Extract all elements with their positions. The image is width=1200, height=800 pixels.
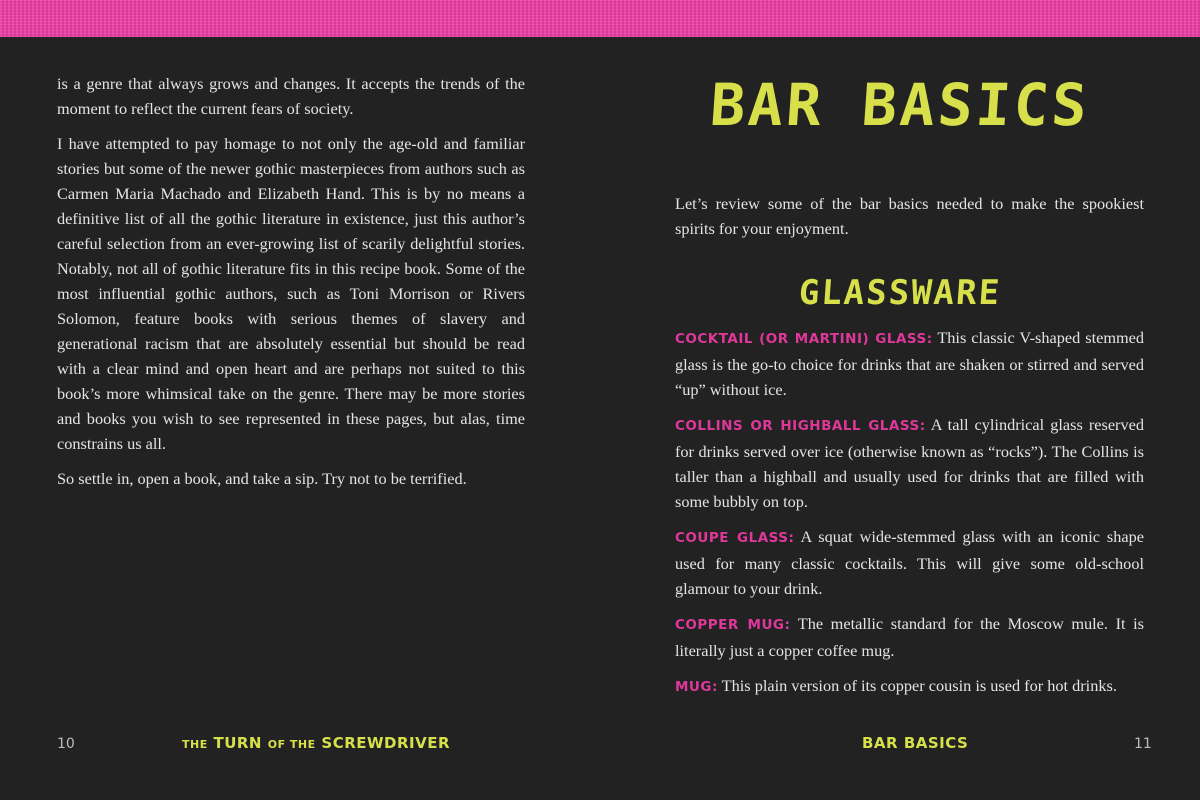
entry-text: A tall cylindrical glass reserved for drinks served over ice (otherwise known as “rocks”). The Collins is taller than a highball and usually used for drinks that are filled with some bubbly on top. <box>675 415 1144 511</box>
running-head-left <box>182 734 450 752</box>
top-color-band <box>0 0 1200 37</box>
running-head-of-the: OF THE <box>267 738 316 751</box>
entry-text: The metallic standard for the Moscow mule. It is literally just a copper coffee mug. <box>675 614 1144 660</box>
running-head-turn: TURN <box>213 734 262 752</box>
entry-term: COPPER MUG: <box>675 617 791 633</box>
section-title: GLASSWARE <box>797 273 1003 313</box>
left-page <box>0 37 600 800</box>
paragraph: So settle in, open a book, and take a sip. Try not to be terrified. <box>57 469 467 488</box>
running-head-the: THE <box>182 738 208 751</box>
entry-term: MUG: <box>675 679 718 695</box>
page-number-left: 10 <box>57 736 75 752</box>
intro-paragraph: Let’s review some of the bar basics needed to make the spookiest spirits for your enjoyment. <box>675 194 1144 238</box>
entry-term: COCKTAIL (OR MARTINI) GLASS: <box>675 331 933 347</box>
glassware-entry <box>675 524 1144 601</box>
entry-text: A squat wide-stemmed glass with an iconic shape used for many classic cocktails. This will give some old-school glamour to your drink. <box>675 527 1145 598</box>
glassware-entry <box>675 673 1144 700</box>
glassware-list <box>675 325 1144 710</box>
entry-text: This classic V-shaped stemmed glass is the go-to choice for drinks that are shaken or stirred and served “up” without ice. <box>675 328 1145 399</box>
glassware-entry <box>675 611 1144 663</box>
glassware-entry <box>675 412 1144 514</box>
left-body-text <box>57 71 525 501</box>
running-head-right: BAR BASICS <box>862 734 969 752</box>
paragraph: is a genre that always grows and changes. It accepts the trends of the moment to reflect the current fears of society. <box>57 74 525 118</box>
paragraph: I have attempted to pay homage to not only the age-old and familiar stories but some of the newer gothic masterpieces from authors such as Carmen Maria Machado and Elizabeth Hand. This is by no means a definitive list of all the gothic literature in existence, just this author’s careful selection from an ever-growing list of scarily delightful stories. Notably, not all of gothic literature fits in this recipe book. Some of the most influential gothic authors, such as Toni Morrison or Rivers Solomon, feature books with serious themes of slavery and generational racism that are absolutely essential but should be read with a clear mind and open heart and are perhaps not suited to this book’s more whimsical take on the genre. There may be more stories and books you wish to see represented in these pages, but alas, time constrains us all. <box>57 134 525 453</box>
right-page <box>600 37 1200 800</box>
page-number-right: 11 <box>1134 736 1152 752</box>
entry-term: COLLINS OR HIGHBALL GLASS: <box>675 418 926 434</box>
entry-term: COUPE GLASS: <box>675 530 795 546</box>
chapter-title: BAR BASICS <box>708 71 1092 139</box>
glassware-entry <box>675 325 1144 402</box>
entry-text: This plain version of its copper cousin is used for hot drinks. <box>721 676 1117 695</box>
running-head-screwdriver: SCREWDRIVER <box>321 734 451 752</box>
